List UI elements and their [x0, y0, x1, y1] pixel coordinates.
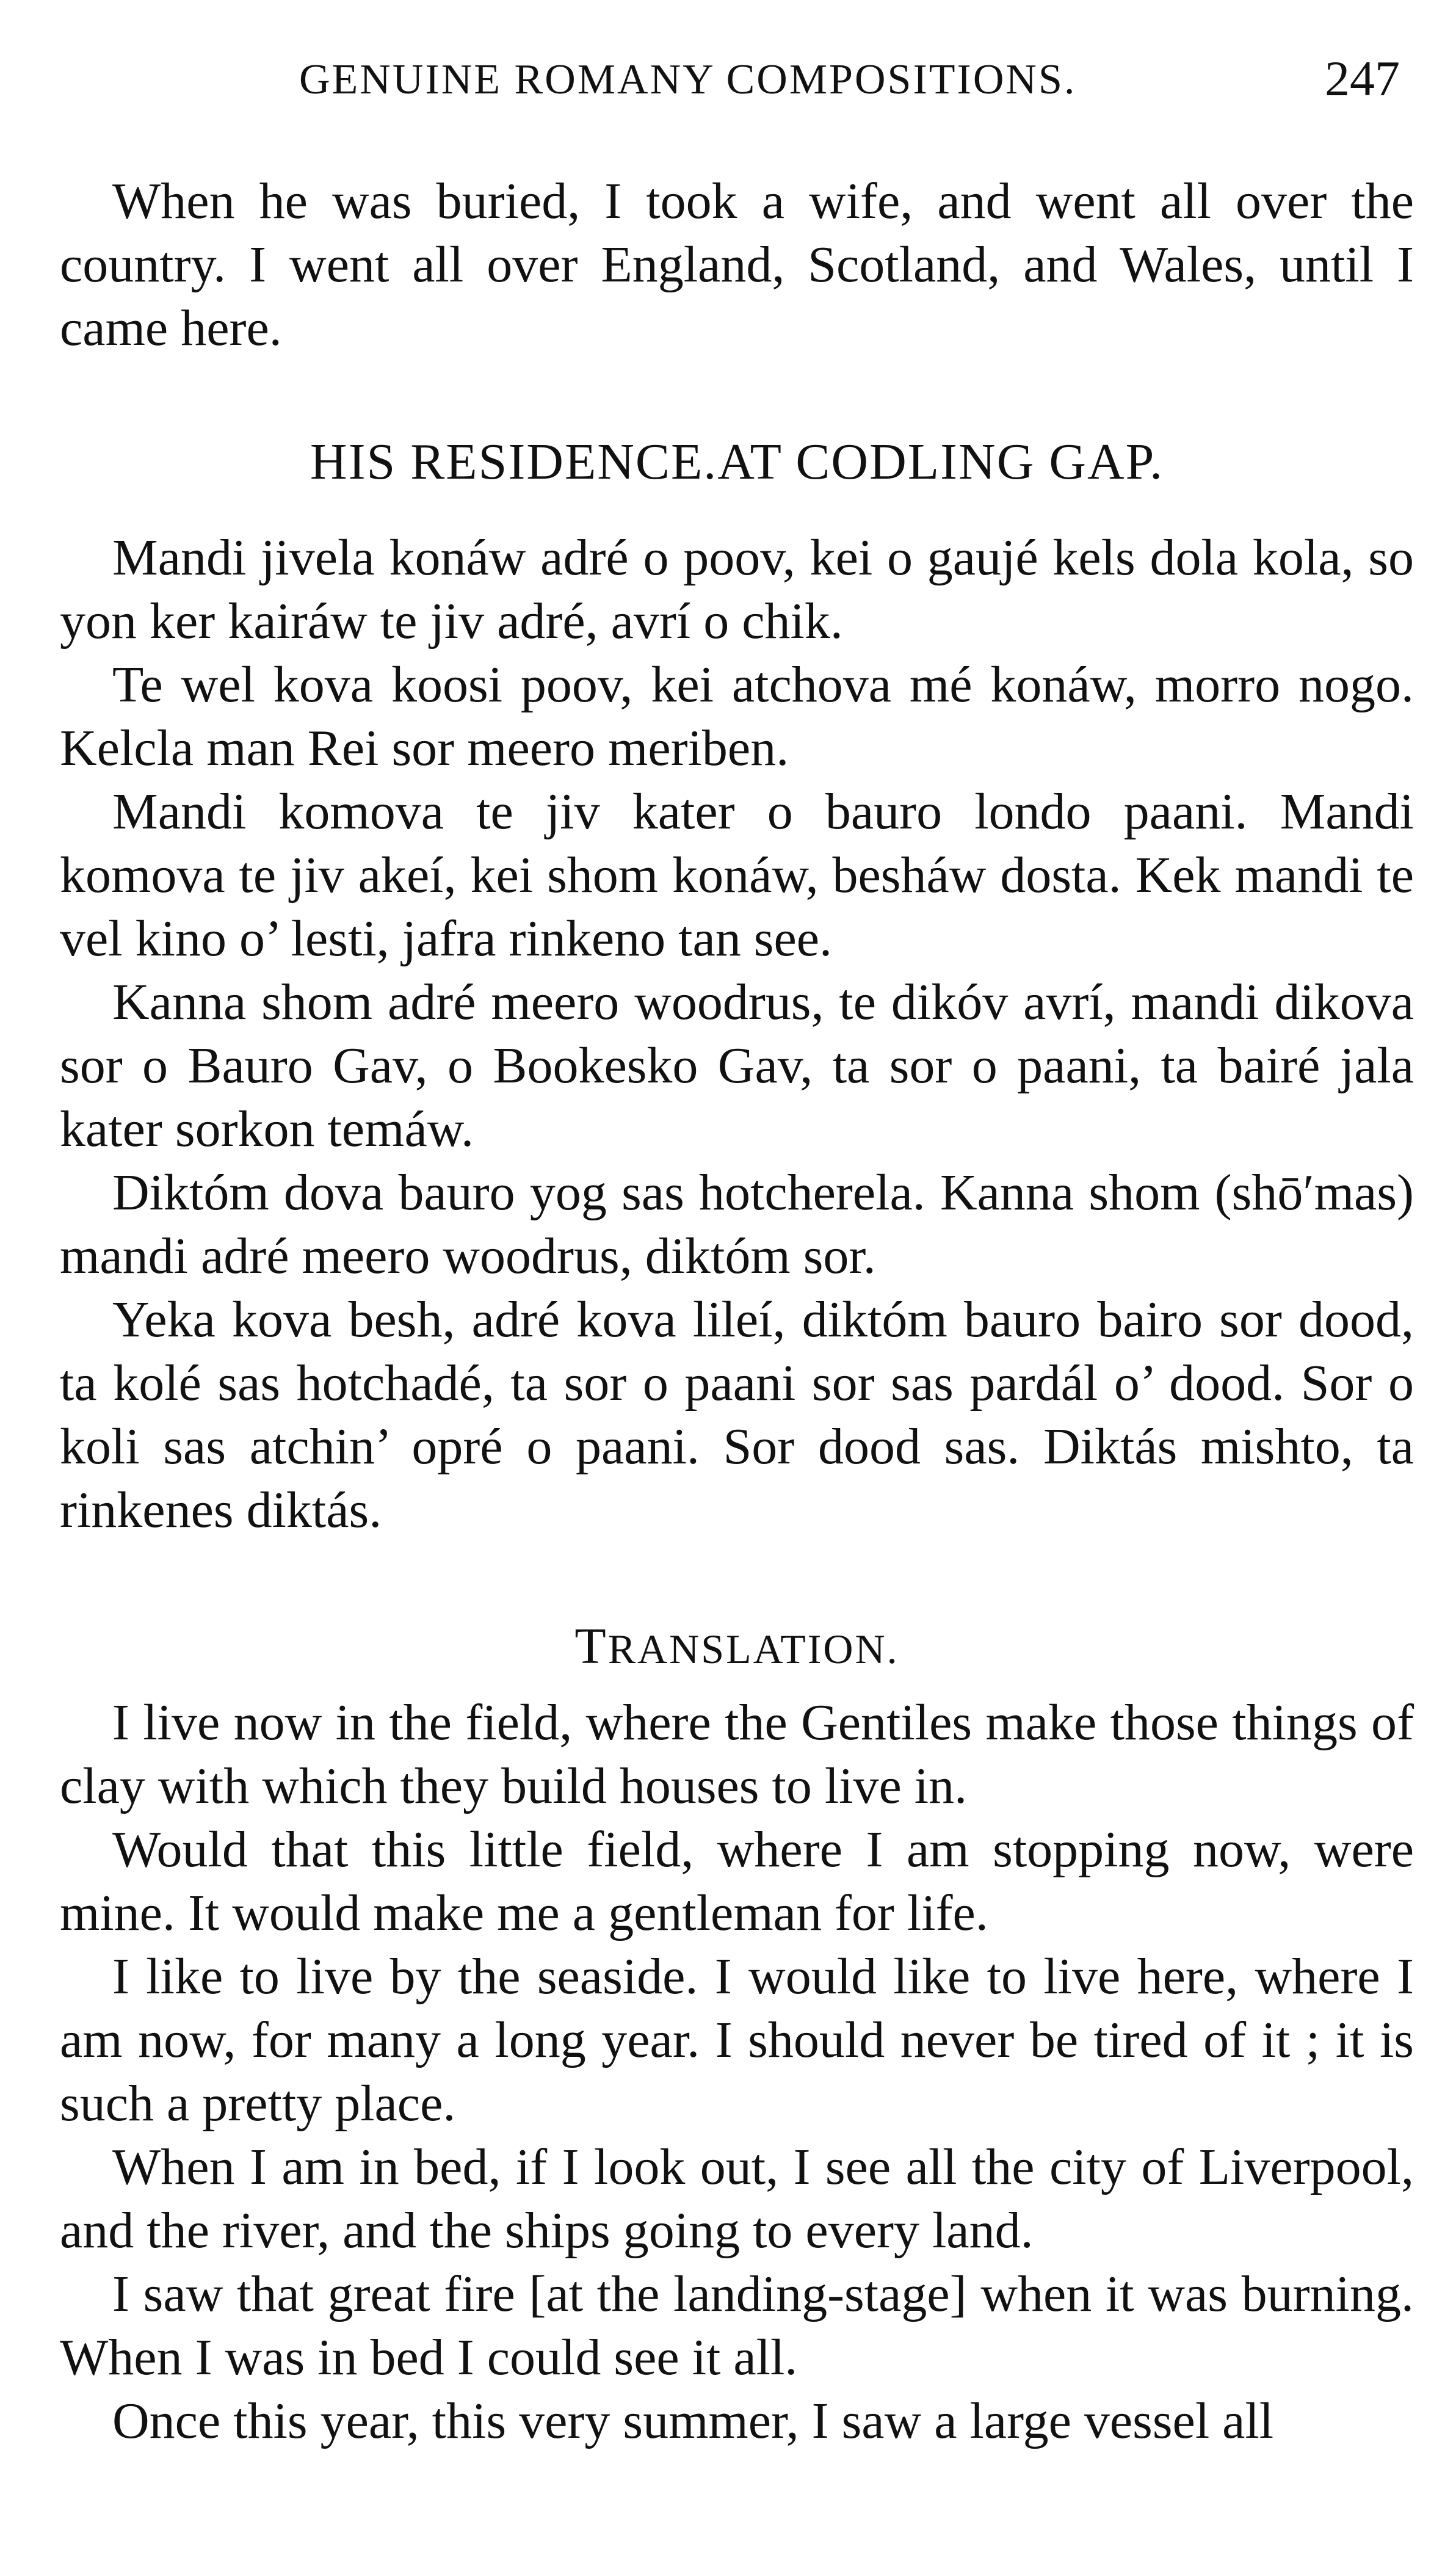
- translation-heading: [60, 1618, 1414, 1675]
- romany-paragraph: Yeka kova besh, adré kova lileí, diktóm bauro bairo sor dood, ta kolé sas hotchadé, ta sor o paani sor sas pardál o’ dood. Sor o koli sas atchin’ opré o paani. Sor dood sas. Diktás mishto, ta rinkenes diktás.: [60, 1291, 1414, 1538]
- romany-paragraph: Te wel kova koosi poov, kei atchova mé konáw, morro nogo. Kelcla man Rei sor meero meriben.: [60, 656, 1414, 777]
- translation-paragraph: I live now in the field, where the Gentiles make those things of clay with which they build houses to live in.: [60, 1694, 1414, 1814]
- translation-heading-rest: RANSLATION.: [607, 1626, 899, 1672]
- translation-paragraph: When I am in bed, if I look out, I see all the city of Liverpool, and the river, and the ships going to every land.: [60, 2139, 1414, 2259]
- translation-text: [60, 1691, 1414, 2453]
- romany-paragraph: Mandi komova te jiv kater o bauro londo paani. Mandi komova te jiv akeí, kei shom konáw, besháw dosta. Kek mandi te vel kino o’ lesti, jafra rinkeno tan see.: [60, 783, 1414, 967]
- intro-text: [60, 170, 1414, 360]
- romany-paragraph: Mandi jivela konáw adré o poov, kei o gaujé kels dola kola, so yon ker kairáw te jiv adré, avrí o chik.: [60, 529, 1414, 650]
- page-number: 247: [1325, 51, 1400, 106]
- romany-text: [60, 526, 1414, 1542]
- translation-heading-initial: T: [574, 1618, 608, 1675]
- intro-paragraph: When he was buried, I took a wife, and went all over the country. I went all over England, Scotland, and Wales, until I came here.: [60, 173, 1414, 357]
- translation-paragraph: Once this year, this very summer, I saw a large vessel all: [112, 2393, 1274, 2449]
- section-title: HIS RESIDENCE.AT CODLING GAP.: [310, 433, 1164, 490]
- translation-paragraph: I saw that great fire [at the landing-stage] when it was burning. When I was in bed I could see it all.: [60, 2266, 1414, 2386]
- translation-paragraph: I like to live by the seaside. I would like to live here, where I am now, for many a long year. I should never be tired of it ; it is such a pretty place.: [60, 1948, 1414, 2132]
- romany-paragraph: Diktóm dova bauro yog sas hotcherela. Kanna shom (shō′mas) mandi adré meero woodrus, diktóm sor.: [60, 1164, 1414, 1285]
- romany-paragraph: Kanna shom adré meero woodrus, te dikóv avrí, mandi dikova sor o Bauro Gav, o Bookesko Gav, ta sor o paani, ta bairé jala kater sorkon temáw.: [60, 974, 1414, 1158]
- running-head: GENUINE ROMANY COMPOSITIONS.: [299, 56, 1077, 103]
- translation-paragraph: Would that this little field, where I am stopping now, were mine. It would make me a gentleman for life.: [60, 1821, 1414, 1941]
